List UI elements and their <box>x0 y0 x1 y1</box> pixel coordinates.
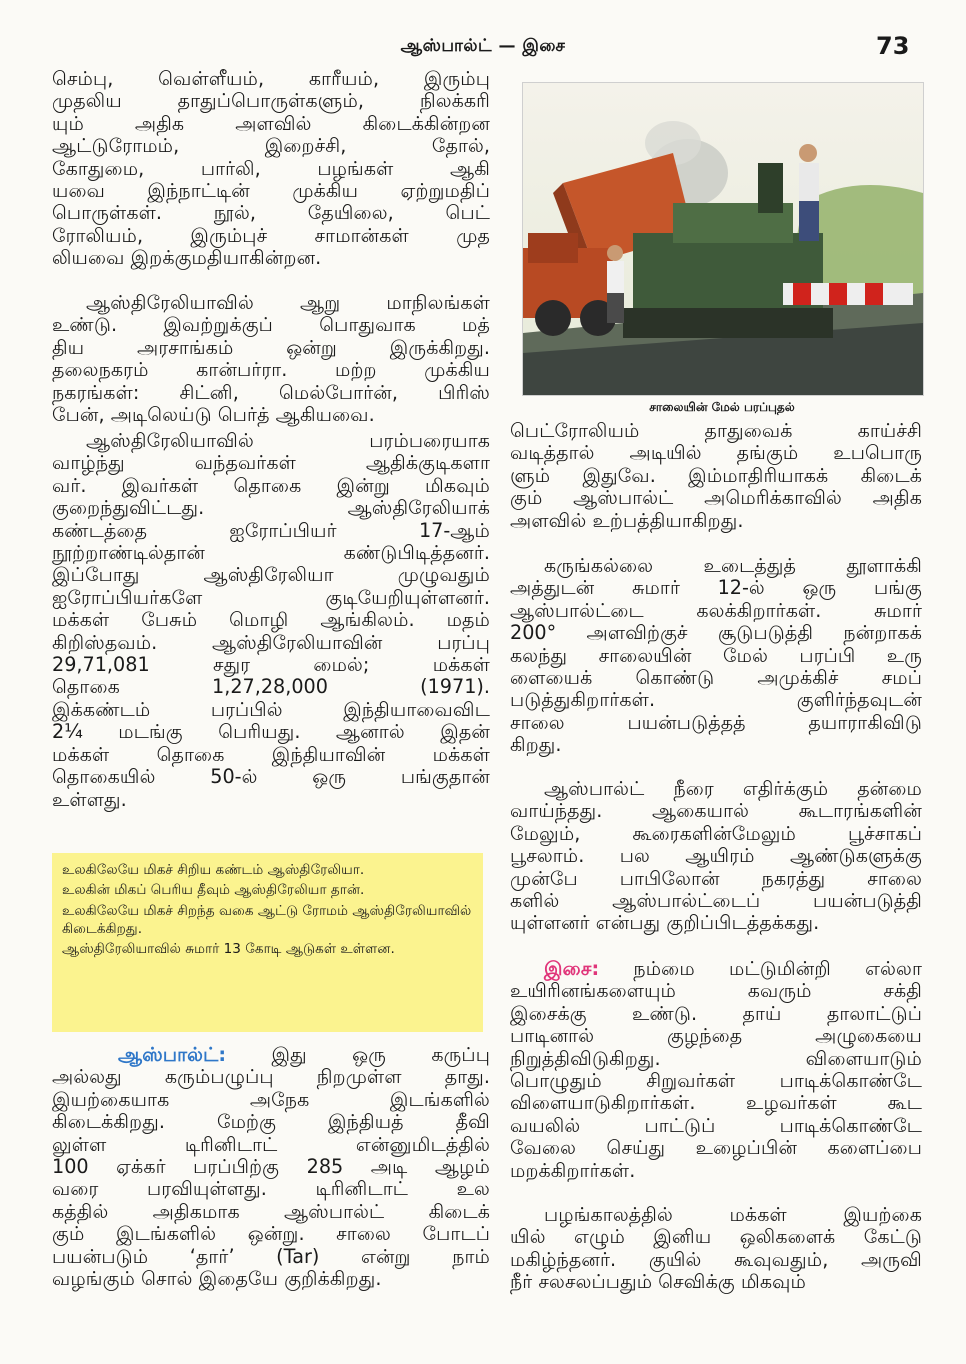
page-header-title: ஆஸ்பால்ட் — இசை <box>400 36 566 56</box>
text-line: பெட்ரோலியம் தாதுவைக் காய்ச்சி <box>510 419 922 442</box>
text-line: மக்கள் பேசும் மொழி ஆங்கிலம். மதம் <box>52 608 490 632</box>
figure-caption: சாலையின் மேல் பரப்புதல் <box>649 400 795 414</box>
text-line: கலந்து சாலையின் மேல் பரப்பி உரு <box>510 643 922 667</box>
text-line: திய அரசாங்கம் ஒன்று இருக்கிறது. <box>52 335 490 359</box>
text-line: கிறிஸ்தவம். ஆஸ்திரேலியாவின் பரப்பு <box>52 630 490 654</box>
text-line: தொகை 1,27,28,000 (1971). <box>52 675 490 699</box>
text-line: பொழுதும் சிறுவர்கள் பாடிக்கொண்டே <box>510 1069 922 1093</box>
text-line: விளையாடுகிறார்கள். உழவர்கள் கூட <box>510 1091 922 1115</box>
text-line: மேலும், கூரைகளின்மேலும் பூச்சாகப் <box>510 821 922 845</box>
text-line: முதலிய தாதுப்பொருள்களும், நிலக்கரி <box>52 89 490 113</box>
asphalt-first-line <box>52 1044 490 1066</box>
text-line: கருங்கல்லை உடைத்துத் தூளாக்கி <box>544 554 922 577</box>
text-line: 100 ஏக்கர் பரப்பிற்கு 285 அடி ஆழம் <box>52 1155 490 1179</box>
text-line: யவை இந்நாட்டின் முக்கிய ஏற்றுமதிப் <box>52 179 490 203</box>
music-keyword: இசை: <box>544 957 600 980</box>
road-paving-illustration <box>523 83 923 395</box>
text-line: தலைநகரம் கான்பர்ரா. மற்ற முக்கிய <box>52 358 490 382</box>
fact-box <box>52 853 483 1032</box>
text-line: செம்பு, வெள்ளீயம், காரீயம், இரும்பு <box>52 67 490 90</box>
text-line: இக்கண்டம் பரப்பில் இந்தியாவைவிட <box>52 697 490 721</box>
text-line: லுள்ள டிரினிடாட் என்னுமிடத்தில் <box>52 1132 490 1156</box>
text-line: ஆஸ்திரேலியாவில் பரம்பரையாக <box>86 429 490 452</box>
text-line: வயலில் பாட்டுப் பாடிக்கொண்டே <box>510 1113 922 1137</box>
text-line: இசைக்கு உண்டு. தாய் தாலாட்டுப் <box>510 1001 922 1025</box>
text-line: முன்பே பாபிலோன் நகரத்து சாலை <box>510 866 922 890</box>
fact-4: ஆஸ்திரேலியாவில் சுமார் 13 கோடி ஆடுகள் உள்ளன. <box>62 941 395 958</box>
text-line: கிடைக்கிறது. மேற்கு இந்தியத் தீவி <box>52 1110 490 1134</box>
right-para-1 <box>510 420 922 532</box>
text-line: வரை பரவியுள்ளது. டிரினிடாட் உல <box>52 1177 490 1201</box>
text-line: குறைந்துவிட்டது. ஆஸ்திரேலியாக் <box>52 496 490 520</box>
text-line: கிறது. <box>510 733 562 757</box>
text-line: வாழ்ந்து வந்தவர்கள் ஆதிக்குடிகளா <box>52 451 490 475</box>
text-line: பயன்படும் ‘தார்’ (Tar) என்று நாம் <box>52 1244 490 1268</box>
text-line: பொருள்கள். நூல், தேயிலை, பெட் <box>52 201 490 225</box>
text-line: பாடினால் குழந்தை அழுகையை <box>510 1024 922 1048</box>
text-line: 29,71,081 சதுர மைல்; மக்கள் <box>52 653 490 677</box>
text-line: லியவை இறக்குமதியாகின்றன. <box>52 246 322 270</box>
text-line: நிறுத்திவிடுகிறது. விளையாடும் <box>510 1046 922 1070</box>
text-line: தொகையில் 50-ல் ஒரு பங்குதான் <box>52 765 490 789</box>
asphalt-first-rest: இது ஒரு கருப்பு <box>271 1043 490 1066</box>
page-number: 73 <box>876 32 910 60</box>
text-line: அளவில் உற்பத்தியாகிறது. <box>510 508 744 532</box>
text-line: களில் ஆஸ்பால்ட்டைப் பயன்படுத்தி <box>510 889 922 913</box>
left-para-3 <box>52 430 490 811</box>
text-line: யுள்ளனர் என்பது குறிப்பிடத்தக்கது. <box>510 911 820 935</box>
text-line: பூசலாம். பல ஆயிரம் ஆண்டுகளுக்கு <box>510 844 922 868</box>
text-line: நகரங்கள்: சிட்னி, மெல்போர்ன், பிரிஸ் <box>52 380 490 404</box>
text-line: மறக்கிறார்கள். <box>510 1158 636 1182</box>
left-para-1 <box>52 68 490 270</box>
text-line: கோதுமை, பார்லி, பழங்கள் ஆகி <box>52 156 490 180</box>
text-line: யும் அதிக அளவில் கிடைக்கின்றன <box>52 111 490 135</box>
text-line: மக்கள் தொகை இந்தியாவின் மக்கள் <box>52 742 490 766</box>
text-line: 2¼ மடங்கு பெரியது. ஆனால் இதன் <box>52 720 490 744</box>
text-line: 200° அளவிற்குச் சூடுபடுத்தி நன்றாகக் <box>510 621 922 645</box>
text-line: ஐரோப்பியர்களே குடியேறியுள்ளனர். <box>52 585 490 609</box>
text-line: ஆட்டுரோமம், இறைச்சி, தோல், <box>52 134 490 158</box>
text-line: நூற்றாண்டில்தான் கண்டுபிடித்தனர். <box>52 541 490 565</box>
asphalt-keyword: ஆஸ்பால்ட்: <box>118 1043 227 1066</box>
text-line: அத்துடன் சுமார் 12-ல் ஒரு பங்கு <box>510 576 922 600</box>
text-line: உண்டு. இவற்றுக்குப் பொதுவாக மத் <box>52 313 490 337</box>
left-para-asphalt <box>52 1044 490 1290</box>
right-para-5 <box>510 1204 922 1294</box>
text-line: சாலை பயன்படுத்தத் தயாராகிவிடு <box>510 710 922 734</box>
text-line: வழங்கும் சொல் இதையே குறிக்கிறது. <box>52 1267 382 1291</box>
text-line: ரோலியம், இரும்புச் சாமான்கள் முத <box>52 223 490 247</box>
right-para-3 <box>510 778 922 935</box>
text-line: ஆஸ்திரேலியாவில் ஆறு மாநிலங்கள் <box>86 291 490 314</box>
text-line: வர். இவர்கள் தொகை இன்று மிகவும் <box>52 473 490 497</box>
text-line: வேலை செய்து உழைப்பின் களைப்பை <box>510 1136 922 1160</box>
text-line: இப்போது ஆஸ்திரேலியா முழுவதும் <box>52 563 490 587</box>
text-line: அல்லது கரும்பழுப்பு நிறமுள்ள தாது. <box>52 1065 490 1089</box>
text-line: வடித்தால் அடியில் தங்கும் உபபொரு <box>510 441 922 465</box>
text-line: உள்ளது. <box>52 787 127 811</box>
text-line: பேன், அடிலெய்டு பெர்த் ஆகியவை. <box>52 403 375 427</box>
music-first-line <box>510 958 922 980</box>
text-line: பழங்காலத்தில் மக்கள் இயற்கை <box>544 1203 922 1226</box>
text-line: படுத்துகிறார்கள். குளிர்ந்தவுடன் <box>510 688 922 712</box>
text-line: ஆஸ்பால்ட்டை கலக்கிறார்கள். சுமார் <box>510 598 922 622</box>
right-para-music <box>510 958 922 1182</box>
text-line: கண்டத்தை ஐரோப்பியர் 17-ஆம் <box>52 518 490 542</box>
fact-2: உலகின் மிகப் பெரிய தீவும் ஆஸ்திரேலியா தான். <box>62 882 365 899</box>
text-line: கும் இடங்களில் ஒன்று. சாலை போடப் <box>52 1222 490 1246</box>
text-line: ளும் இதுவே. இம்மாதிரியாகக் கிடைக் <box>510 463 922 487</box>
figure-road-paving <box>522 82 924 396</box>
text-line: வாய்ந்தது. ஆகையால் கூடாரங்களின் <box>510 799 922 823</box>
right-para-2 <box>510 555 922 757</box>
text-line: மகிழ்ந்தனர். குயில் கூவுவதும், அருவி <box>510 1247 922 1271</box>
left-para-2 <box>52 292 490 426</box>
text-line: உயிரினங்களையும் கவரும் சக்தி <box>510 979 922 1003</box>
text-line: இயற்கையாக அநேக இடங்களில் <box>52 1087 490 1111</box>
text-line: நீர் சலசலப்பதும் செவிக்கு மிகவும் <box>510 1270 806 1294</box>
text-line: ளையைக் கொண்டு அமுக்கிச் சமப் <box>510 666 922 690</box>
music-lines <box>510 980 922 1182</box>
text-line: ஆஸ்பால்ட் நீரை எதிர்க்கும் தன்மை <box>544 777 922 800</box>
text-line: கும் ஆஸ்பால்ட் அமெரிக்காவில் அதிக <box>510 486 922 510</box>
text-line: கத்தில் அதிகமாக ஆஸ்பால்ட் கிடைக் <box>52 1199 490 1223</box>
asphalt-lines <box>52 1066 490 1290</box>
music-first-rest: நம்மை மட்டுமின்றி எல்லா <box>633 957 922 980</box>
text-line: யில் எழும் இனிய ஒலிகளைக் கேட்டு <box>510 1225 922 1249</box>
fact-1: உலகிலேயே மிகச் சிறிய கண்டம் ஆஸ்திரேலியா. <box>62 862 365 878</box>
fact-3: உலகிலேயே மிகச் சிறந்த வகை ஆட்டு ரோமம் ஆஸ்திரேலியாவில் கிடைக்கிறது. <box>62 902 472 937</box>
